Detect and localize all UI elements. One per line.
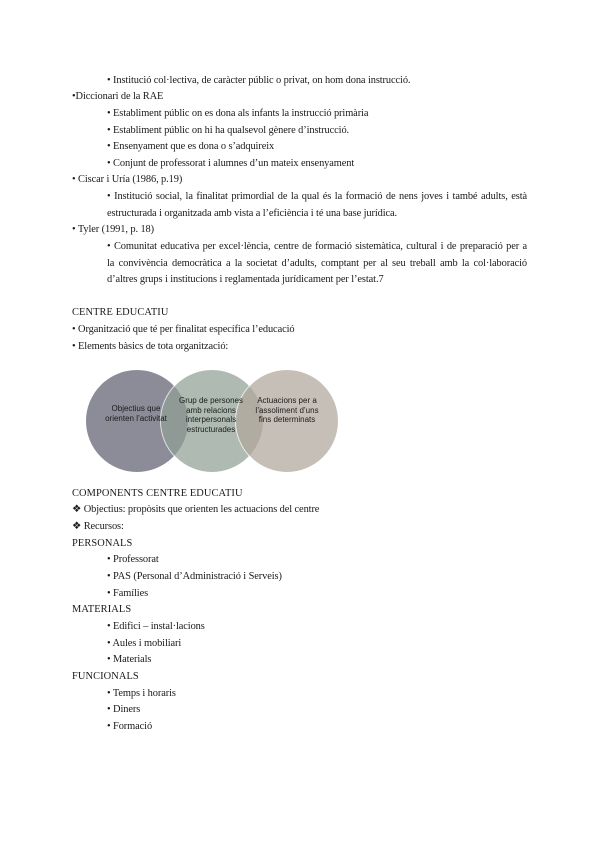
materials-item-1: • Edifici – instal·lacions bbox=[107, 621, 205, 632]
venn-label-objectius: Objectius que orienten l’activitat bbox=[105, 404, 167, 423]
tyler-definition-line-3: d’altres grups i institucions i reglamentada jurídicament per l’estat.7 bbox=[107, 274, 384, 285]
funcionals-item-1: • Temps i horaris bbox=[107, 688, 176, 699]
components-objectius: ❖ Objectius: propòsits que orienten les actuacions del centre bbox=[72, 504, 320, 515]
rae-definition-4: • Conjunt de professorat i alumnes d’un mateix ensenyament bbox=[107, 158, 355, 169]
centre-item-1: • Organització que té per finalitat específica l’educació bbox=[72, 324, 295, 335]
rae-source: •Diccionari de la RAE bbox=[72, 91, 164, 102]
components-heading: COMPONENTS CENTRE EDUCATIU bbox=[72, 488, 243, 499]
materials-item-3: • Materials bbox=[107, 654, 152, 665]
ciscar-definition-line-2: estructurada i organitzada amb vista a l’eficiència i té una base jurídica. bbox=[107, 208, 398, 219]
personals-heading: PERSONALS bbox=[72, 538, 133, 549]
funcionals-item-2: • Diners bbox=[107, 704, 141, 715]
intro-definition: • Institució col·lectiva, de caràcter públic o privat, on hom dona instrucció. bbox=[107, 75, 411, 86]
tyler-definition-line-1: • Comunitat educativa per excel·lència, centre de formació sistemàtica, cultural i de preparació per a bbox=[107, 241, 527, 252]
tyler-definition-line-2: la convivència democràtica a la societat d’adults, comptant per al seu treball amb la col·laboració bbox=[107, 258, 527, 269]
personals-item-1: • Professorat bbox=[107, 554, 159, 565]
centre-item-2: • Elements bàsics de tota organització: bbox=[72, 341, 229, 352]
rae-definition-3: • Ensenyament que es dona o s’adquireix bbox=[107, 141, 275, 152]
funcionals-heading: FUNCIONALS bbox=[72, 671, 139, 682]
materials-heading: MATERIALS bbox=[72, 604, 132, 615]
rae-definition-1: • Establiment públic on es dona als infants la instrucció primària bbox=[107, 108, 369, 119]
materials-item-2: • Aules i mobiliari bbox=[107, 638, 182, 649]
personals-item-2: • PAS (Personal d’Administració i Serveis) bbox=[107, 571, 282, 582]
ciscar-definition-line-1: • Institució social, la finalitat primordial de la qual és la formació de nens joves i també adults, està bbox=[107, 191, 527, 202]
venn-label-actuacions: Actuacions per a l’assoliment d’uns fins determinats bbox=[255, 396, 319, 424]
components-recursos: ❖ Recursos: bbox=[72, 521, 124, 532]
rae-definition-2: • Establiment públic on hi ha qualsevol gènere d’instrucció. bbox=[107, 125, 350, 136]
venn-label-grup: Grup de persones amb relacions interpersonals estructurades bbox=[178, 396, 244, 434]
ciscar-source: • Ciscar i Uría (1986, p.19) bbox=[72, 174, 183, 185]
venn-diagram bbox=[80, 366, 340, 476]
personals-item-3: • Famílies bbox=[107, 588, 149, 599]
centre-heading: CENTRE EDUCATIU bbox=[72, 307, 169, 318]
funcionals-item-3: • Formació bbox=[107, 721, 153, 732]
tyler-source: • Tyler (1991, p. 18) bbox=[72, 224, 154, 235]
